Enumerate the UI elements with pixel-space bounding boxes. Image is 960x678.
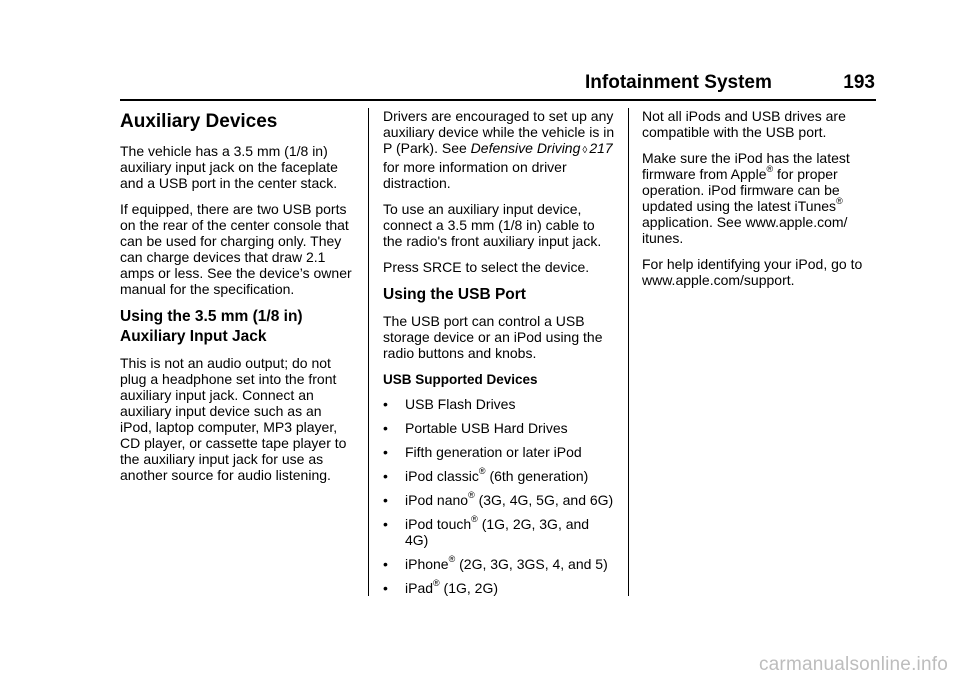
column-divider xyxy=(628,108,629,596)
watermark-text: carmanualsonline.info xyxy=(758,654,948,675)
paragraph: To use an auxiliary input device, connect a 3.5 mm (1/8 in) cable to the radio's front auxiliary input jack. xyxy=(383,201,602,249)
bullet-icon: • xyxy=(383,556,388,572)
paragraph: The vehicle has a 3.5 mm (1/8 in) auxiliary input jack on the faceplate and a USB port in the center stack. xyxy=(120,143,338,191)
registered-mark: ® xyxy=(448,554,456,564)
bullet-icon: • xyxy=(383,396,388,412)
device-detail: (1G, 2G) xyxy=(439,580,499,596)
list-item xyxy=(383,420,616,436)
cross-reference-link[interactable]: Defensive Driving xyxy=(470,140,581,156)
supported-devices-list xyxy=(383,396,616,596)
text-run: application. See www.apple.com/ itunes. xyxy=(642,214,848,246)
header-rule xyxy=(120,99,876,101)
section-heading: Auxiliary Devices xyxy=(120,111,278,132)
bullet-icon: • xyxy=(383,580,388,596)
subsection-heading: Using the 3.5 mm (1/8 in) Auxiliary Input Jack xyxy=(120,308,303,345)
page-header xyxy=(560,70,875,100)
bullet-icon: • xyxy=(383,492,388,508)
column-2 xyxy=(383,108,616,604)
list-item xyxy=(383,556,616,572)
list-item xyxy=(383,516,616,548)
list-item xyxy=(383,396,616,412)
device-detail: (6th generation) xyxy=(485,468,589,484)
list-item xyxy=(383,444,616,460)
paragraph: This is not an audio output; do not plug a headphone set into the front auxiliary input jack. Connect an auxiliary input device such as an iPod, laptop computer, MP3 player, CD player, or cassette tape player to the auxiliary input jack for use as another source for audio listening. xyxy=(120,355,347,483)
page-number: 193 xyxy=(843,72,875,93)
registered-mark: ® xyxy=(471,514,478,524)
section-title: Infotainment System xyxy=(585,72,772,93)
device-name: iPod nano xyxy=(405,492,469,508)
device-name: iPad xyxy=(405,580,434,596)
list-item xyxy=(383,580,616,596)
text-run: Drivers are encouraged to set up any auxiliary device while the vehicle is in P (Park). See xyxy=(383,108,615,156)
registered-mark: ® xyxy=(433,578,440,588)
column-1 xyxy=(120,108,356,493)
paragraph: The USB port can control a USB storage device or an iPod using the radio buttons and knobs. xyxy=(383,313,603,361)
registered-mark: ® xyxy=(766,164,774,174)
page-reference[interactable]: 217 xyxy=(589,140,613,156)
text-run: for more information on driver distraction. xyxy=(383,159,567,191)
bullet-icon: • xyxy=(383,420,388,436)
paragraph: If equipped, there are two USB ports on the rear of the center console that can be used for charging only. They can charge devices that draw 2.1 amps or less. See the device’s owner manual for the specification. xyxy=(120,201,352,297)
bullet-icon: • xyxy=(383,516,388,532)
registered-mark: ® xyxy=(468,490,475,500)
registered-mark: ® xyxy=(478,466,486,476)
paragraph xyxy=(642,150,876,246)
device-detail: (1G, 2G, 3G, and 4G) xyxy=(405,516,590,548)
page-ref-icon: ◊ xyxy=(582,145,588,156)
text-run: Make sure the iPod has the latest firmware from Apple xyxy=(642,150,850,182)
device-name: iPod touch xyxy=(405,516,472,532)
paragraph: Press SRCE to select the device. xyxy=(383,259,590,275)
list-item xyxy=(383,492,616,508)
device-name: iPhone xyxy=(405,556,449,572)
device-name: Fifth generation or later iPod xyxy=(405,444,582,460)
paragraph: Not all iPods and USB drives are compatible with the USB port. xyxy=(642,108,846,140)
device-detail: (2G, 3G, 3GS, 4, and 5) xyxy=(455,556,608,572)
text-run: for proper operation. iPod firmware can be updated using the latest iTunes xyxy=(642,166,840,214)
column-divider xyxy=(368,108,369,596)
column-3 xyxy=(642,108,876,298)
list-item xyxy=(383,468,616,484)
device-detail: (3G, 4G, 5G, and 6G) xyxy=(474,492,614,508)
device-name: USB Flash Drives xyxy=(405,396,516,412)
registered-mark: ® xyxy=(836,196,843,206)
device-name: iPod classic xyxy=(405,468,479,484)
bullet-icon: • xyxy=(383,444,388,460)
device-name: Portable USB Hard Drives xyxy=(405,420,568,436)
list-heading: USB Supported Devices xyxy=(383,372,538,387)
bullet-icon: • xyxy=(383,468,388,484)
paragraph xyxy=(383,108,616,191)
paragraph: For help identifying your iPod, go to www.apple.com/support. xyxy=(642,256,863,288)
subsection-heading: Using the USB Port xyxy=(383,286,526,303)
